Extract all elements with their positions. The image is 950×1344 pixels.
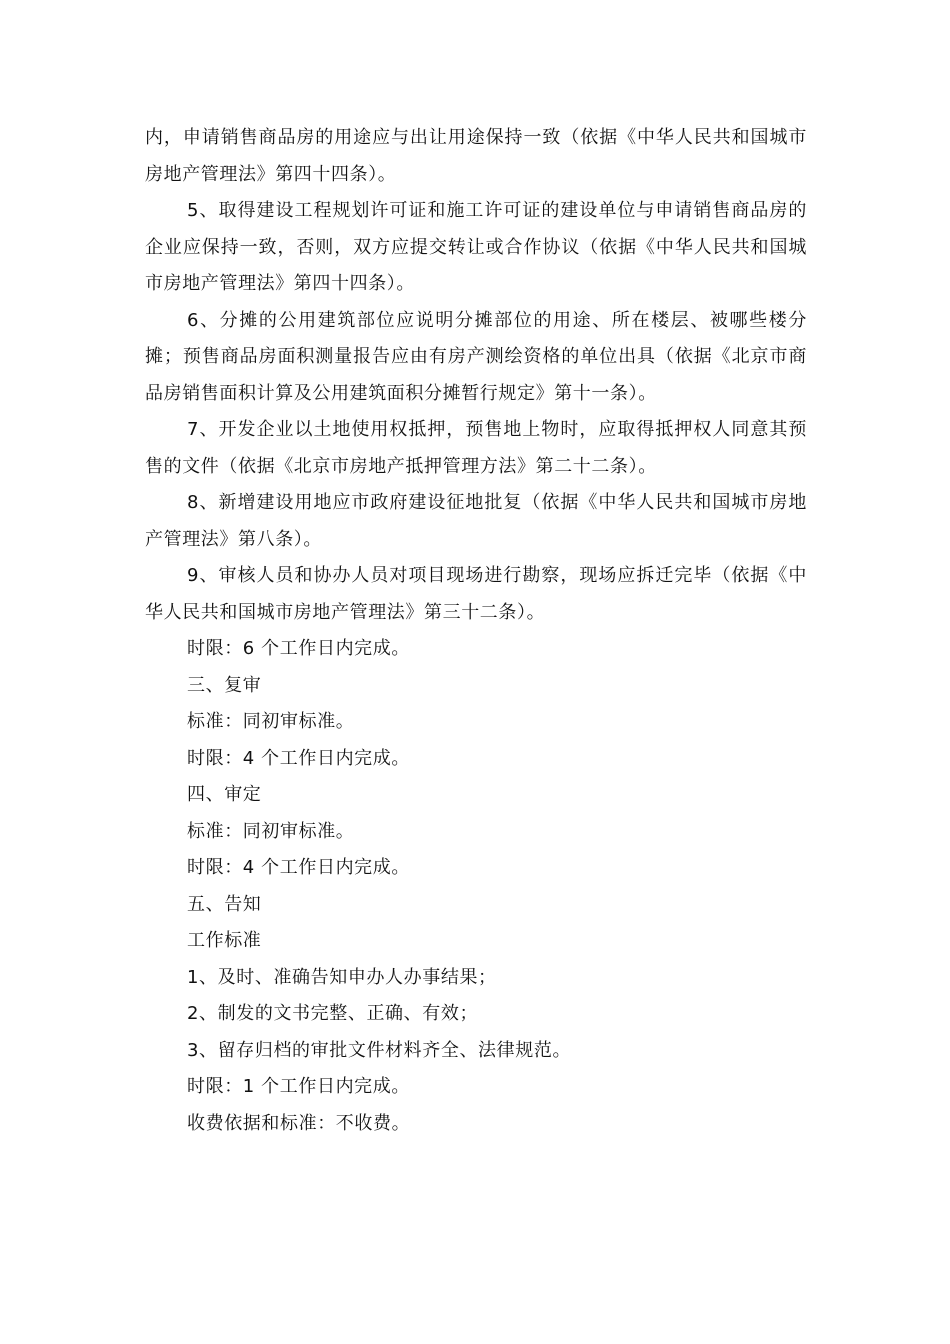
work-standard-item-3: 3、留存归档的审批文件材料齐全、法律规范。: [187, 1039, 572, 1061]
paragraph-item-6: 6、分摊的公用建筑部位应说明分摊部位的用途、所在楼层、被哪些楼分摊；预售商品房面积测量报告应由有房产测绘资格的单位出具（依据《北京市商品房销售面积计算及公用建筑面积分摊暂行规定》第十一条）。: [145, 309, 807, 404]
section-heading-recheck: 三、复审: [187, 674, 262, 696]
standard-approval: 标准：同初审标准。: [187, 820, 355, 842]
paragraph-continuation: 内，申请销售商品房的用途应与出让用途保持一致（依据《中华人民共和国城市房地产管理法》第四十四条）。: [145, 127, 807, 185]
work-standard-item-2: 2、制发的文书完整、正确、有效；: [187, 1003, 479, 1024]
paragraph-item-5: 5、取得建设工程规划许可证和施工许可证的建设单位与申请销售商品房的企业应保持一致，否则，双方应提交转让或合作协议（依据《中华人民共和国城市房地产管理法》第四十四条）。: [145, 200, 807, 294]
document-body: [145, 120, 807, 1142]
fee-basis: 收费依据和标准：不收费。: [187, 1112, 411, 1134]
work-standard-heading: 工作标准: [187, 930, 262, 951]
paragraph-item-7: 7、开发企业以土地使用权抵押，预售地上物时，应取得抵押权人同意其预售的文件（依据《北京市房地产抵押管理方法》第二十二条）。: [145, 419, 807, 477]
time-limit-notification: 时限：1 个工作日内完成。: [187, 1076, 410, 1097]
time-limit-initial-review: 时限：6 个工作日内完成。: [187, 638, 410, 659]
paragraph-item-8: 8、新增建设用地应市政府建设征地批复（依据《中华人民共和国城市房地产管理法》第八条）。: [145, 492, 807, 550]
time-limit-recheck: 时限：4 个工作日内完成。: [187, 747, 410, 769]
paragraph-item-9: 9、审核人员和协办人员对项目现场进行勘察，现场应拆迁完毕（依据《中华人民共和国城市房地产管理法》第三十二条）。: [145, 565, 807, 623]
work-standard-item-1: 1、及时、准确告知申办人办事结果；: [187, 966, 497, 988]
section-heading-approval: 四、审定: [187, 784, 262, 805]
time-limit-approval: 时限：4 个工作日内完成。: [187, 857, 410, 878]
standard-recheck: 标准：同初审标准。: [187, 711, 355, 732]
section-heading-notification: 五、告知: [187, 893, 262, 915]
